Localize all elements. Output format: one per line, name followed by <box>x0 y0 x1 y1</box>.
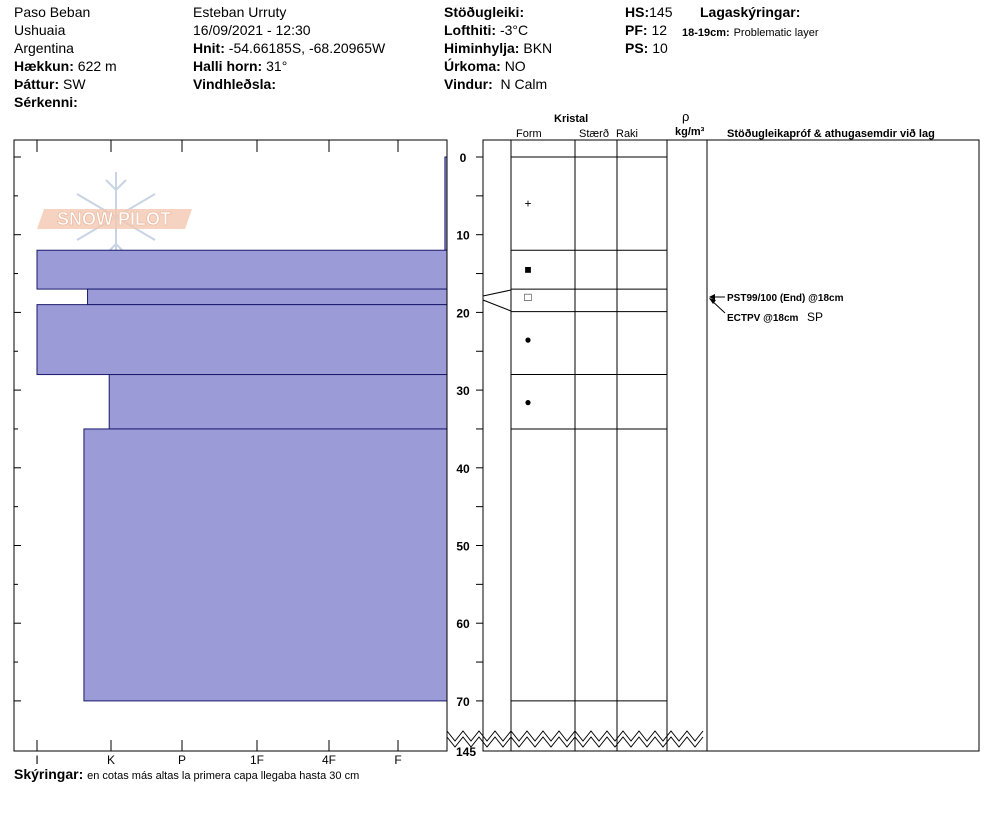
specifics-label: Sérkenni: <box>14 94 78 110</box>
grain-form-4: ● <box>524 394 532 409</box>
hs-label: HS: <box>625 4 650 20</box>
hardness-tick-label: P <box>177 753 187 767</box>
logo-text: SNOW PILOT <box>57 209 171 229</box>
layer-boundaries <box>511 157 667 701</box>
density-unit-header: kg/m³ <box>675 126 705 138</box>
comments <box>14 766 359 785</box>
test-connector-bottom <box>483 300 511 311</box>
grain-form-0: + <box>524 196 532 211</box>
depth-tick-label: 40 <box>456 461 470 476</box>
pf-label: PF: <box>625 22 648 38</box>
stability-label: Stöðugleiki: <box>444 4 525 20</box>
aspect-label: Þáttur: <box>14 76 60 92</box>
depth-bottom-label: 145 <box>455 745 477 759</box>
test-connector-top <box>483 290 511 296</box>
hardness-tick-label: K <box>106 753 116 767</box>
hardness-tick-label: I <box>35 753 39 767</box>
coords-value: -54.66185S, -68.20965W <box>228 40 386 56</box>
depth-tick-label: 10 <box>456 228 470 243</box>
precip-label: Úrkoma: <box>444 58 501 74</box>
test-1-text: PST99/100 (End) @18cm <box>727 293 844 304</box>
hardness-bars <box>37 157 447 701</box>
rho-header: ρ <box>682 109 690 124</box>
depth-tick-label: 20 <box>456 306 470 321</box>
layer-note-depth: 18-19cm: <box>682 27 730 39</box>
hardness-tick-label: 1F <box>249 753 265 767</box>
depth-tick-label: 60 <box>456 617 470 632</box>
size-header: Stærð <box>579 128 609 140</box>
wind-value: N Calm <box>500 76 548 92</box>
comments-text: en cotas más altas la primera capa llegaba hasta 30 cm <box>87 770 360 782</box>
hardness-tick-label: F <box>394 753 402 767</box>
moisture-header: Raki <box>616 128 639 140</box>
datetime: 16/09/2021 - 12:30 <box>193 22 311 38</box>
sky-label: Himinhylja: <box>444 40 520 56</box>
wind-label: Vindur: <box>444 76 493 92</box>
slope-value: 31° <box>266 58 288 74</box>
wind-loading-label: Vindhleðsla: <box>193 76 276 92</box>
grain-form-2: □ <box>524 289 532 304</box>
test-arrows <box>709 294 725 313</box>
hs-value: 145 <box>649 4 673 20</box>
aspect-value: SW <box>63 76 86 92</box>
sky-value: BKN <box>523 40 553 56</box>
layer-note-text: Problematic layer <box>733 27 819 39</box>
snow-pilot-logo <box>37 172 192 262</box>
comments-label: Skýringar: <box>14 766 84 782</box>
country: Argentina <box>14 40 74 56</box>
test-2-text: ECTPV @18cm <box>727 313 799 324</box>
depth-tick-label: 70 <box>456 694 470 709</box>
depth-tick-label: 30 <box>456 384 470 399</box>
ps-label: PS: <box>625 40 649 56</box>
hardness-bar-4 <box>109 375 447 429</box>
air-temp-value: -3°C <box>499 22 529 38</box>
elevation-value: 622 m <box>77 58 117 74</box>
elevation-label: Hækkun: <box>14 58 74 74</box>
ps-value: 10 <box>652 40 668 56</box>
pf-value: 12 <box>651 22 668 38</box>
grain-form-3: ● <box>524 332 532 347</box>
test-2-extra: SP <box>807 310 824 324</box>
grain-form-1: ■ <box>524 262 532 277</box>
location: Paso Beban <box>14 4 91 20</box>
tests-header: Stöðugleikapróf & athugasemdir við lag <box>727 128 935 140</box>
hardness-bar-2 <box>88 289 447 305</box>
air-temp-label: Lofthiti: <box>444 22 497 38</box>
precip-value: NO <box>504 58 526 74</box>
hardness-bar-5 <box>84 429 447 701</box>
slope-label: Halli horn: <box>193 58 263 74</box>
grain-form-symbols <box>524 197 531 409</box>
observer: Esteban Urruty <box>193 4 287 20</box>
hardness-bar-3 <box>37 305 447 375</box>
form-header: Form <box>516 128 542 140</box>
depth-tick-label: 50 <box>456 539 470 554</box>
crystal-header: Kristal <box>554 113 589 125</box>
region: Ushuaia <box>14 22 66 38</box>
tests-area-frame <box>707 140 979 751</box>
hardness-bar-1 <box>37 250 447 289</box>
layer-notes-label: Lagaskýringar: <box>700 4 801 20</box>
hardness-tick-label: 4F <box>321 753 337 767</box>
coords-label: Hnit: <box>193 40 225 56</box>
layer-table <box>483 140 707 751</box>
depth-tick-label: 0 <box>459 151 467 165</box>
